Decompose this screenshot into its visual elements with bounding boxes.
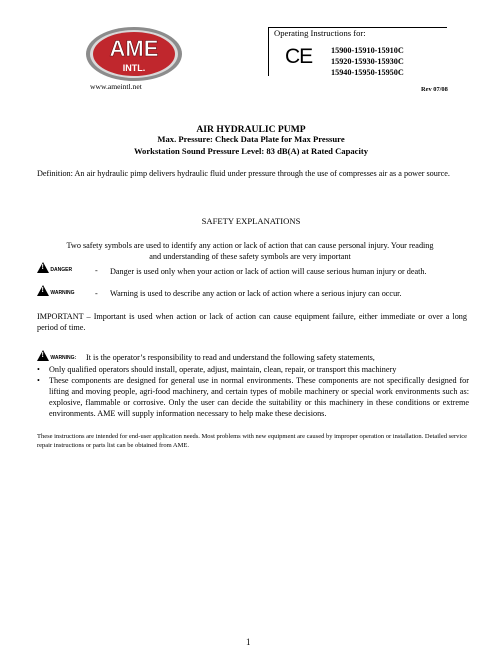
model-line: 15900-15910-15910C — [331, 46, 404, 55]
page-number: 1 — [246, 637, 251, 647]
website-url[interactable]: www.ameintl.net — [90, 82, 142, 91]
list-item: • These components are designed for general use in normal environments. These components are not specifically designed for lifting and moving people, agri-food machinery, and certain types of mobile machinery or special work environments such as: explosive, flammable or corrosive. Only the user can decide the suitability or this machinery in these conditions or extreme environments. AME will supply information necessary to help make these decisions. — [37, 375, 469, 419]
safety-intro: Two safety symbols are used to identify any action or lack of action that can cause personal injury. Your reading and understanding of these safety symbols are very important — [66, 241, 434, 261]
danger-symbol-label: DANGER — [50, 267, 73, 273]
operating-title: Operating Instructions for: — [274, 28, 366, 38]
model-line: 15940-15950-15950C — [331, 68, 404, 77]
ce-mark-icon: CE — [285, 45, 313, 68]
svg-text:AME: AME — [109, 36, 159, 61]
list-item: • Only qualified operators should install, operate, adjust, maintain, clean, repair, or transport this machinery — [37, 364, 469, 375]
danger-description: Danger is used only when your action or lack of action will cause serious human injury or death. — [110, 267, 427, 276]
sound-level-subtitle: Workstation Sound Pressure Level: 83 dB(A) at Rated Capacity — [133, 146, 369, 156]
warning-triangle-icon — [37, 285, 49, 296]
footer-note: These instructions are intended for end-user application needs. Most problems with new equipment are caused by improper operation or installation. Detailed service repair instructions or parts list can be obtained from AME. — [37, 433, 467, 449]
warning-section-symbol — [37, 350, 76, 361]
warning-description: Warning is used to describe any action or lack of action where a serious injury can occur. — [110, 289, 402, 298]
revision-label: Rev 07/08 — [421, 86, 448, 93]
important-paragraph: IMPORTANT – Important is used when action or lack of action can cause equipment failure, either immediate or over a long period of time. — [37, 312, 467, 332]
safety-statement-list — [37, 364, 469, 419]
ame-logo — [85, 26, 183, 82]
warning-triangle-icon — [37, 350, 49, 361]
model-line: 15920-15930-15930C — [331, 57, 404, 66]
warning-section-lead: It is the operator’s responsibility to read and understand the following safety statements, — [86, 353, 375, 362]
safety-heading: SAFETY EXPLANATIONS — [201, 216, 301, 226]
warning-triangle-icon — [37, 262, 49, 273]
warning-dash: - — [95, 289, 98, 298]
warning-symbol — [37, 285, 75, 296]
document-title: AIR HYDRAULIC PUMP — [196, 124, 306, 135]
svg-text:INTL.: INTL. — [122, 63, 146, 73]
danger-dash: - — [95, 266, 98, 275]
warning-section-symbol-label: WARNING: — [50, 355, 77, 361]
warning-symbol-label: WARNING — [50, 290, 75, 296]
max-pressure-subtitle: Max. Pressure: Check Data Plate for Max Pressure — [157, 134, 345, 144]
danger-symbol — [37, 262, 72, 273]
model-numbers — [331, 45, 404, 78]
definition-paragraph: Definition: An air hydraulic pimp delivers hydraulic fluid under pressure through the use of compresses air as a power source. — [37, 169, 450, 178]
